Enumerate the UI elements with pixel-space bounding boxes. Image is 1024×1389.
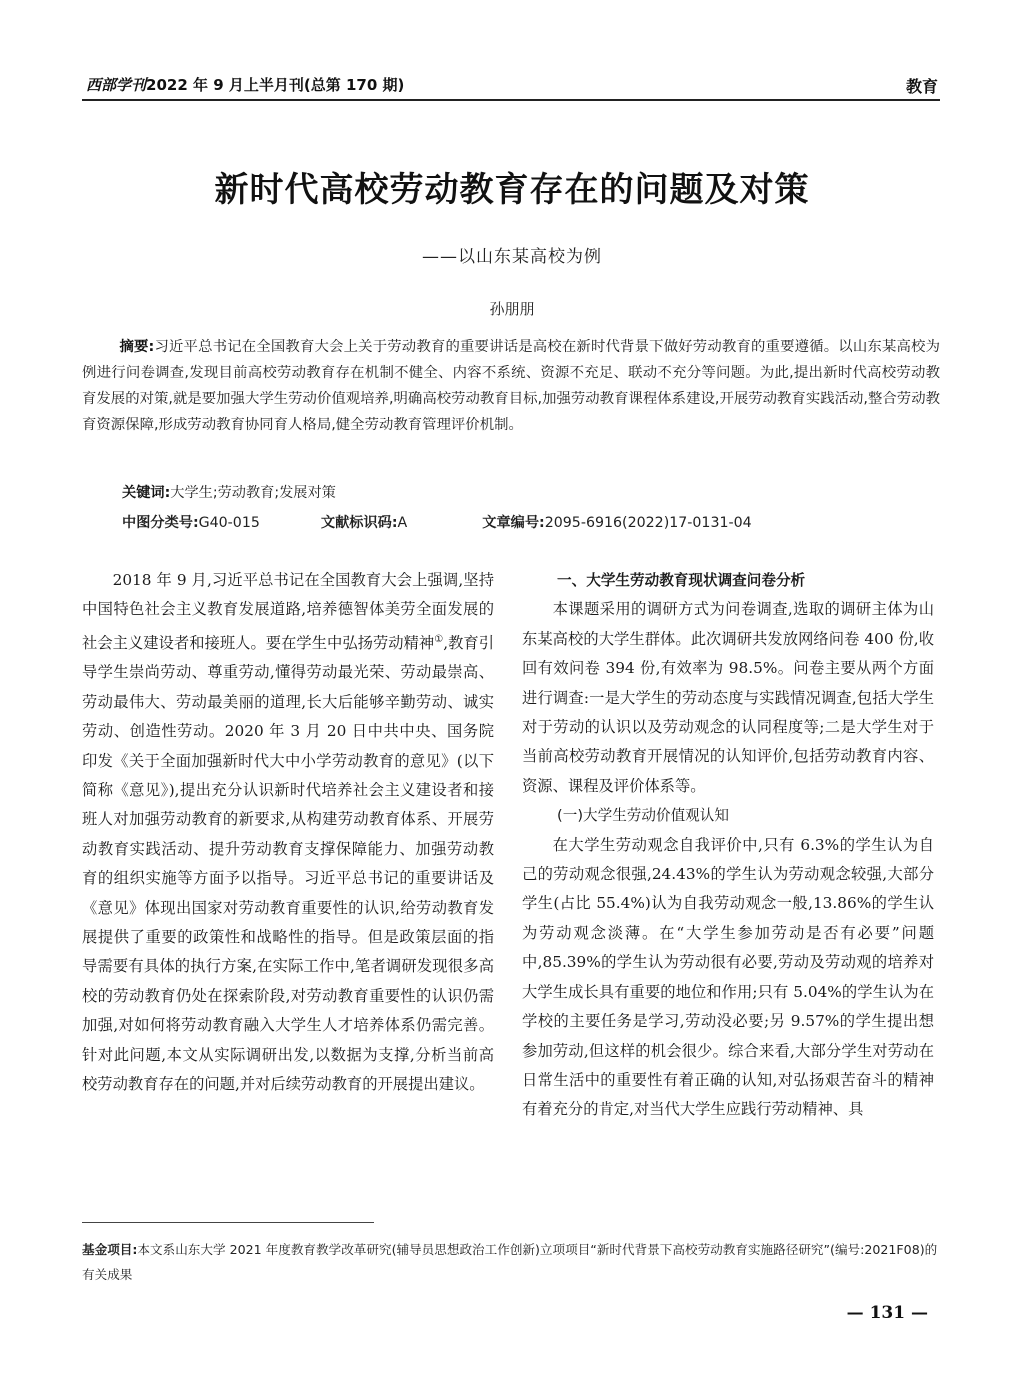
doc-code-label: 文献标识码: (320, 515, 398, 531)
section-name: 教育 (905, 77, 938, 96)
author-name: 孙朋朋 (489, 300, 535, 318)
funding-footnote (82, 1237, 942, 1287)
intro-text-2: ,教育引导学生崇尚劳动、尊重劳动,懂得劳动最光荣、劳动最崇高、劳动最伟大、劳动最美丽的道理,长大后能够辛勤劳动、诚实劳动、创造性劳动。2020 年 3 月 20 日中共中央、国务院印发《关于全面加强新时代大中小学劳动教育的意见》(以下简称《意见》),提出充分认识新时代培养社会主义建设者和接班人对加强劳动教育的新要求,从构建劳动教育体系、开展劳动教育实践活动、提升劳动教育支撑保障能力、加强劳动教育的组织实施等方面予以指导。习近平总书记的重要讲话及《意见》体现出国家对劳动教育重要性的认识,给劳动教育发展提供了重要的政策性和战略性的指导。但是政策层面的指导需要有具体的执行方案,在实际工作中,笔者调研发现很多高校的劳动教育仍处在探索阶段,对劳动教育重要性的认识仍需加强,对如何将劳动教育融入大学生人才培养体系仍需完善。针对此问题,本文从实际调研出发,以数据为支撑,分析当前高校劳动教育存在的问题,并对后续劳动教育的开展提出建议。 (82, 633, 494, 1093)
article-subtitle: ——以山东某高校为例 (422, 247, 602, 267)
classification-line (122, 512, 752, 532)
keywords (122, 482, 336, 502)
funding-label: 基金项目: (82, 1242, 138, 1257)
abstract-text: 习近平总书记在全国教育大会上关于劳动教育的重要讲话是高校在新时代背景下做好劳动教育的重要遵循。以山东某高校为例进行问卷调查,发现目前高校劳动教育存在机制不健全、内容不系统、资源不充足、联动不充分等问题。为此,提出新时代高校劳动教育发展的对策,就是要加强大学生劳动价值观培养,明确高校劳动教育目标,加强劳动教育课程体系建设,开展劳动教育实践活动,整合劳动教育资源保障,形成劳动教育协同育人格局,健全劳动教育管理评价机制。 (82, 339, 940, 433)
article-number-value: 2095-6916(2022)17-0131-04 (544, 515, 752, 531)
footnote-rule (82, 1222, 374, 1223)
page-number: — 131 — (846, 1303, 928, 1323)
intro-text-1: 2018 年 9 月,习近平总书记在全国教育大会上强调,坚持中国特色社会主义教育发展道路,培养德智体美劳全面发展的社会主义建设者和接班人。要在学生中弘扬劳动精神 (82, 571, 494, 652)
subsection-heading-1: (一)大学生劳动价值观认知 (557, 807, 729, 825)
intro-paragraph (82, 566, 494, 1099)
funding-text: 本文系山东大学 2021 年度教育教学改革研究(辅导员思想政治工作创新)立项项目“新时代背景下高校劳动教育实施路径研究”(编号:2021F08)的有关成果 (82, 1242, 938, 1282)
article-number-label: 文章编号: (482, 515, 545, 531)
section-heading-1: 一、大学生劳动教育现状调查问卷分析 (557, 572, 806, 589)
article-title: 新时代高校劳动教育存在的问题及对策 (214, 170, 810, 210)
survey-paragraph: 本课题采用的调研方式为问卷调查,选取的调研主体为山东某高校的大学生群体。此次调研共发放网络问卷 400 份,收回有效问卷 394 份,有效率为 98.5%。问卷主要从两个方面进行调查:一是大学生的劳动态度与实践情况调查,包括大学生对于劳动的认识以及劳动观念的认同程度等;二是大学生对于当前高校劳动教育开展情况的认知评价,包括劳动教育内容、资源、课程及评价体系等。 (522, 600, 934, 795)
values-paragraph: 在大学生劳动观念自我评价中,只有 6.3%的学生认为自己的劳动观念很强,24.43%的学生认为劳动观念较强,大部分学生(占比 55.4%)认为自我劳动观念一般,13.86%的学生认为劳动观念淡薄。在“大学生参加劳动是否有必要”问题中,85.39%的学生认为劳动很有必要,劳动及劳动观的培养对大学生成长具有重要的地位和作用;只有 5.04%的学生认为在学校的主要任务是学习,劳动没必要;另 9.57%的学生提出想参加劳动,但这样的机会很少。综合来看,大部分学生对劳动在日常生活中的重要性有着正确的认知,对弘扬艰苦奋斗的精神有着充分的肯定,对当代大学生应践行劳动精神、具 (522, 835, 934, 1119)
clc-label: 中图分类号: (122, 515, 199, 531)
header-rule (82, 99, 940, 101)
keywords-label: 关键词: (122, 485, 171, 501)
keywords-text: 大学生;劳动教育;发展对策 (170, 485, 336, 501)
clc-value: G40-015 (198, 515, 260, 531)
abstract-label: 摘要: (119, 339, 155, 355)
doc-code-value: A (397, 515, 408, 531)
running-header (86, 74, 404, 95)
journal-name: 西部学刊 (86, 76, 147, 94)
left-column (82, 566, 494, 1099)
issue-info: 2022 年 9 月上半月刊(总第 170 期) (146, 76, 405, 94)
abstract (82, 334, 940, 438)
right-column (522, 566, 934, 1125)
footnote-marker: ① (434, 633, 444, 645)
